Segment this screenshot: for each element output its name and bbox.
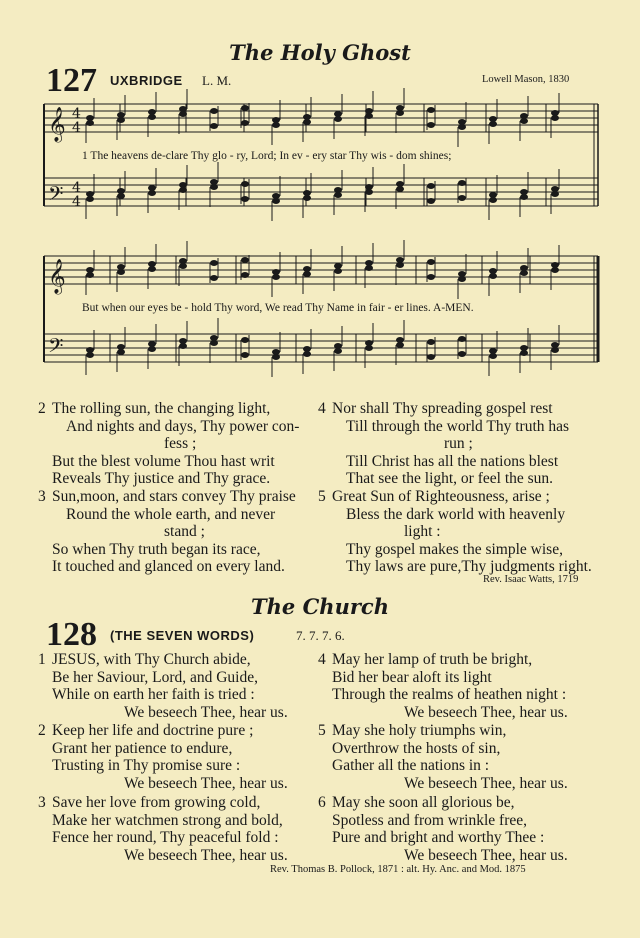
svg-text:4: 4	[72, 120, 81, 136]
verse-line: May she holy triumphs win,	[332, 722, 507, 739]
verse-line: Keep her life and doctrine pure ;	[52, 722, 254, 739]
verse-line: Through the realms of heathen night :	[332, 686, 567, 703]
verse-line: fess ;	[164, 435, 197, 452]
verse-line: And nights and days, Thy power con-	[66, 417, 300, 435]
verse-number: 3	[38, 794, 46, 811]
verse-line: stand ;	[164, 523, 205, 540]
verse-line: But the blest volume Thou hast writ	[52, 452, 275, 470]
verse-128-5	[318, 722, 602, 792]
svg-text:4: 4	[72, 106, 81, 122]
verse-127-4	[318, 400, 602, 488]
verse-line: Bless the dark world with heavenly	[346, 505, 566, 523]
verse-number: 3	[38, 488, 46, 505]
section-heading-church: The Church	[251, 594, 389, 619]
svg-text:𝄢: 𝄢	[48, 182, 64, 210]
verse-line: We beseech Thee, hear us.	[124, 703, 288, 721]
verse-line: Gather all the nations in :	[332, 757, 490, 774]
verse-line: JESUS, with Thy Church abide,	[52, 651, 251, 668]
verse-number: 6	[318, 794, 326, 811]
verse-number: 1	[38, 651, 46, 668]
svg-text:𝄞: 𝄞	[48, 107, 66, 142]
verse-line: Thy laws are pure,Thy judgments right.	[346, 558, 592, 575]
author-127: Rev. Isaac Watts, 1719	[483, 574, 579, 585]
verse-line: Thy gospel makes the simple wise,	[346, 540, 563, 558]
verse-number: 5	[318, 488, 326, 505]
svg-text:𝄢: 𝄢	[48, 334, 64, 362]
verse-line: Great Sun of Righteousness, arise ;	[332, 488, 550, 505]
lyric-line-1: 1 The heavens de-clare Thy glo - ry, Lord; In ev - ery star Thy wis - dom shines;	[82, 150, 452, 162]
verse-128-2	[38, 722, 322, 792]
verse-number: 5	[318, 722, 326, 739]
verse-128-6	[318, 794, 602, 864]
verse-line: We beseech Thee, hear us.	[124, 774, 288, 792]
svg-text:𝄞: 𝄞	[48, 259, 66, 294]
svg-text:4: 4	[72, 194, 81, 210]
meter-128: 7. 7. 7. 6.	[296, 628, 345, 643]
verse-line: So when Thy truth began its race,	[52, 540, 261, 558]
verse-line: Bid her bear aloft its light	[332, 668, 492, 686]
verse-number: 2	[38, 722, 46, 739]
tune-name-127: UXBRIDGE	[110, 73, 183, 88]
verse-line: Spotless and from wrinkle free,	[332, 811, 527, 829]
verse-line: Save her love from growing cold,	[52, 794, 261, 811]
verse-127-3	[38, 488, 322, 576]
verse-line: That see the light, or feel the sun.	[346, 470, 554, 487]
verse-line: We beseech Thee, hear us.	[124, 846, 288, 864]
verse-line: Fence her round, Thy peaceful fold :	[52, 829, 279, 846]
verse-line: Overthrow the hosts of sin,	[332, 739, 501, 757]
author-128: Rev. Thomas B. Pollock, 1871 : alt. Hy. Anc. and Mod. 1875	[270, 864, 526, 875]
verse-line: run ;	[444, 435, 473, 452]
verse-line: We beseech Thee, hear us.	[404, 774, 568, 792]
verse-line: The rolling sun, the changing light,	[52, 400, 271, 417]
verse-127-2	[38, 400, 322, 488]
meter-127: L. M.	[202, 73, 232, 88]
verse-line: Grant her patience to endure,	[52, 739, 233, 757]
verse-line: We beseech Thee, hear us.	[404, 703, 568, 721]
verse-line: Till through the world Thy truth has	[346, 417, 570, 435]
music-score-127	[0, 0, 640, 400]
verse-line: May her lamp of truth be bright,	[332, 651, 533, 668]
hymn-number-128: 128	[46, 616, 97, 653]
verse-line: Make her watchmen strong and bold,	[52, 811, 283, 829]
verse-number: 2	[38, 400, 46, 417]
lyric-line-2: But when our eyes be - hold Thy word, We read Thy Name in fair - er lines. A-MEN.	[82, 302, 474, 314]
verse-line: It touched and glanced on every land.	[52, 558, 285, 575]
verse-line: Till Christ has all the nations blest	[346, 452, 559, 470]
verse-line: Pure and bright and worthy Thee :	[332, 829, 545, 846]
verse-line: Be her Saviour, Lord, and Guide,	[52, 668, 258, 686]
composer-127: Lowell Mason, 1830	[482, 74, 570, 85]
tune-name-128: (THE SEVEN WORDS)	[110, 628, 255, 643]
verse-line: Round the whole earth, and never	[66, 505, 276, 523]
verse-128-4	[318, 651, 602, 721]
verse-number: 4	[318, 651, 326, 668]
verse-number: 4	[318, 400, 326, 417]
verse-line: We beseech Thee, hear us.	[404, 846, 568, 864]
verse-127-5	[318, 488, 602, 576]
verse-line: Sun,moon, and stars convey Thy praise	[52, 488, 296, 505]
verse-line: light :	[404, 523, 441, 540]
verse-line: May she soon all glorious be,	[332, 794, 515, 811]
verse-line: While on earth her faith is tried :	[52, 686, 255, 703]
verse-line: Nor shall Thy spreading gospel rest	[332, 400, 553, 417]
verse-128-3	[38, 794, 322, 864]
hymn-number-127: 127	[46, 62, 97, 99]
section-heading-holy-ghost: The Holy Ghost	[229, 40, 411, 65]
verse-line: Reveals Thy justice and Thy grace.	[52, 470, 271, 487]
verse-128-1	[38, 651, 322, 721]
svg-text:4: 4	[72, 180, 81, 196]
verse-line: Trusting in Thy promise sure :	[52, 757, 241, 774]
